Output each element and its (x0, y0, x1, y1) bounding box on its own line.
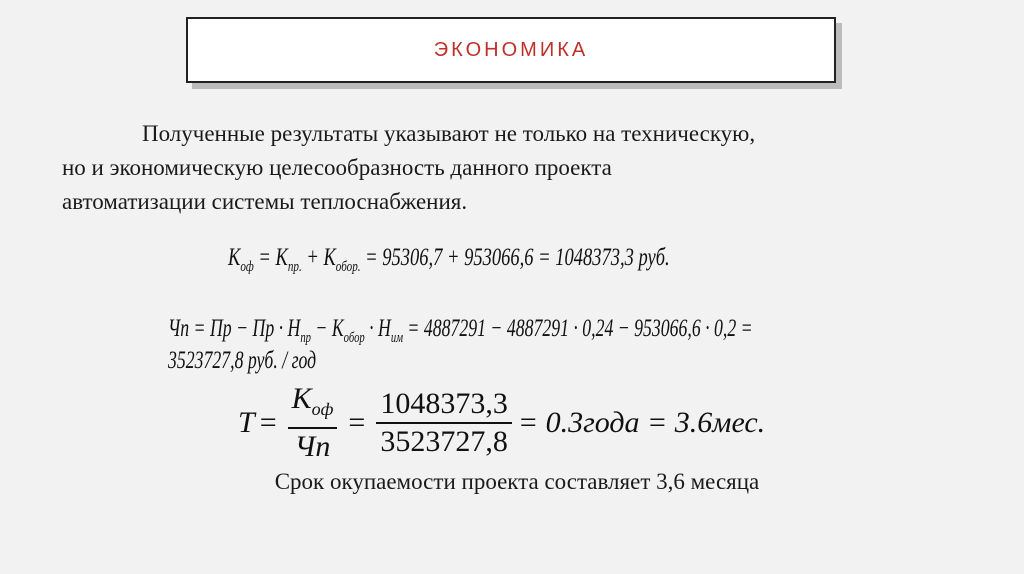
f3-frac1-num-sub: оф (311, 399, 334, 419)
f2-rest: = 4887291 − 4887291 · 0,24 − 953066,6 · 0,2 = 3523727,8 руб. / год (168, 315, 753, 374)
formula-net-profit (168, 315, 776, 375)
paragraph-line-1: Полученные результаты указывают не только на техническую, (142, 121, 756, 146)
f3-frac1-den: Чп (294, 430, 331, 463)
f1-rest: = 95306,7 + 953066,6 = 1048373,3 руб. (365, 244, 670, 271)
f2-sub1: пр (300, 330, 311, 346)
f3-result: = 0.3года = 3.6мес. (517, 406, 766, 439)
f2-sub3: им (390, 330, 403, 346)
paragraph-line-3: автоматизации системы теплоснабжения. (62, 189, 468, 214)
f3-eq-1: = (259, 406, 277, 439)
f3-frac1-num-text: K (291, 382, 312, 415)
f3-lhs: T (238, 406, 255, 439)
f3-frac2-den: 3523727,8 (380, 425, 508, 458)
f1-t1-sub: пр. (287, 259, 302, 275)
f2-sub2: обор (343, 330, 365, 346)
slide-title: ЭКОНОМИКА (433, 38, 589, 61)
f1-plus: + K (306, 244, 336, 271)
f1-t2-sub: обор. (335, 259, 361, 275)
f3-frac-symbolic (288, 382, 338, 464)
f3-frac2-num: 1048373,3 (376, 387, 512, 424)
f1-lhs-sub: оф (240, 259, 254, 275)
conclusion-text: Срок окупаемости проекта составляет 3,6 месяца (274, 469, 760, 494)
f3-frac-numeric (376, 387, 512, 459)
f2-part3: · Н (364, 315, 391, 342)
formula-capital-cost (228, 244, 670, 276)
f3-frac1-num (288, 382, 338, 429)
f2-part2: − K (310, 315, 344, 342)
f3-eq-2: = (348, 406, 366, 439)
f1-lhs: K (228, 244, 241, 271)
paragraph-line-2: но и экономическую целесообразность данного проекта (62, 155, 612, 180)
intro-paragraph (62, 117, 962, 219)
f2-part1: Чп = Пр − Пр · Н (168, 315, 301, 342)
formula-payback-period (238, 382, 765, 464)
f1-eq: = K (258, 244, 288, 271)
title-box (186, 17, 836, 83)
